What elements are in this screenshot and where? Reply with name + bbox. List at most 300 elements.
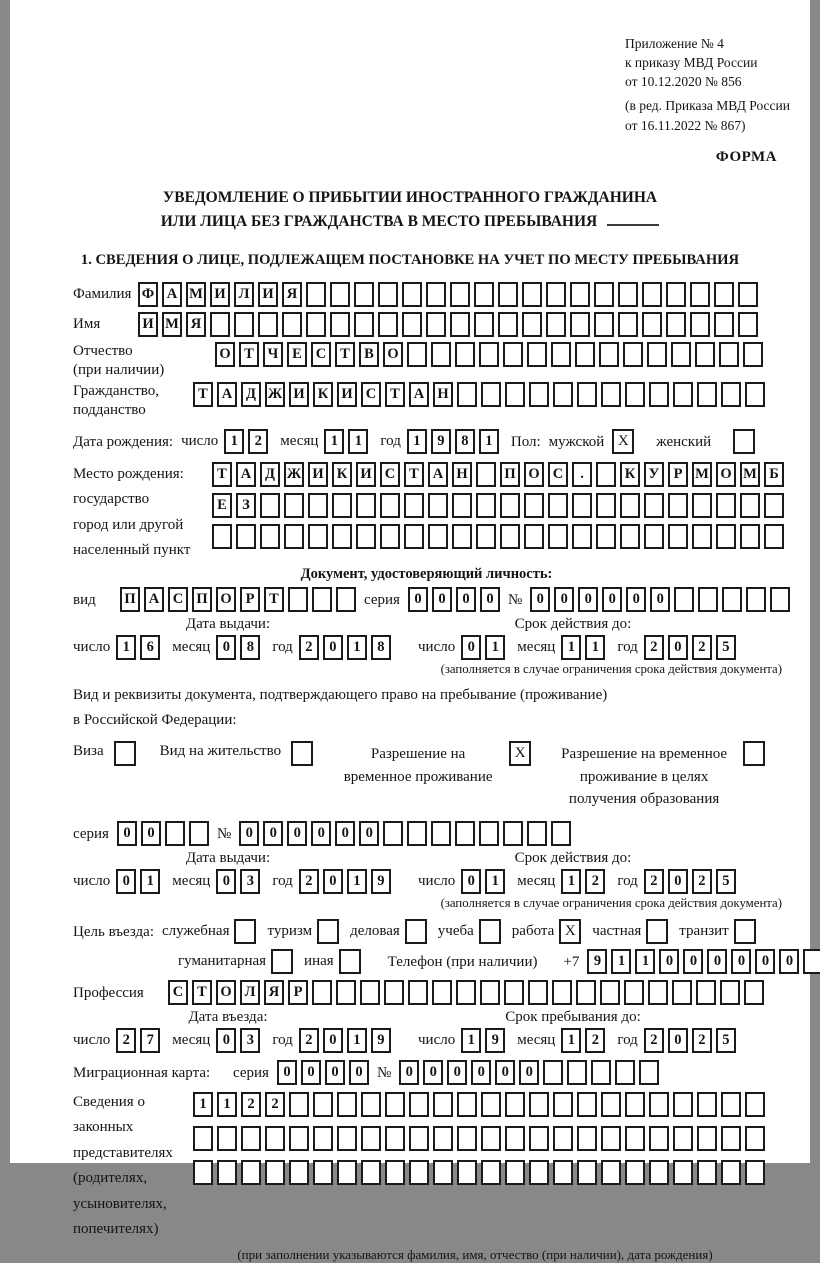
char-cell[interactable]: М [740,462,760,487]
char-cell[interactable] [553,1092,573,1117]
char-cell[interactable] [503,342,523,367]
option-checkbox[interactable] [405,919,427,944]
char-cell[interactable]: 0 [480,587,500,612]
char-cell[interactable] [697,1092,717,1117]
char-cell[interactable] [695,342,715,367]
char-cell[interactable] [426,282,446,307]
char-cell[interactable] [457,1160,477,1185]
char-cell[interactable]: О [216,587,236,612]
char-cell[interactable] [649,1160,669,1185]
char-cell[interactable] [433,1160,453,1185]
char-cell[interactable] [740,493,760,518]
option-checkbox[interactable] [479,919,501,944]
char-cell[interactable]: Д [241,382,261,407]
char-cell[interactable] [306,312,326,337]
char-cell[interactable]: 1 [347,869,367,894]
char-cell[interactable] [696,980,716,1005]
char-cell[interactable] [553,1126,573,1151]
char-cell[interactable]: 1 [485,869,505,894]
char-cell[interactable]: И [210,282,230,307]
char-cell[interactable]: Т [404,462,424,487]
char-cell[interactable] [479,821,499,846]
char-cell[interactable] [361,1160,381,1185]
char-cell[interactable]: Т [212,462,232,487]
char-cell[interactable]: К [620,462,640,487]
char-cell[interactable] [572,524,592,549]
char-cell[interactable] [529,1160,549,1185]
char-cell[interactable] [745,1092,765,1117]
char-cell[interactable] [450,282,470,307]
char-cell[interactable]: 1 [347,635,367,660]
char-cell[interactable]: 2 [299,1028,319,1053]
char-cell[interactable]: 5 [716,869,736,894]
char-cell[interactable] [673,1092,693,1117]
char-cell[interactable]: 2 [692,635,712,660]
char-cell[interactable] [594,282,614,307]
char-cell[interactable] [474,282,494,307]
option-checkbox[interactable] [271,949,293,974]
char-cell[interactable] [618,312,638,337]
char-cell[interactable]: 2 [692,869,712,894]
char-cell[interactable] [308,524,328,549]
char-cell[interactable] [452,524,472,549]
char-cell[interactable] [500,524,520,549]
char-cell[interactable]: 0 [578,587,598,612]
char-cell[interactable] [504,980,524,1005]
char-cell[interactable]: А [162,282,182,307]
char-cell[interactable]: А [428,462,448,487]
char-cell[interactable] [193,1160,213,1185]
char-cell[interactable] [474,312,494,337]
char-cell[interactable]: 1 [485,635,505,660]
char-cell[interactable]: И [138,312,158,337]
char-cell[interactable]: Н [433,382,453,407]
char-cell[interactable]: 9 [587,949,607,974]
char-cell[interactable]: Т [264,587,284,612]
char-cell[interactable] [577,1092,597,1117]
char-cell[interactable]: 8 [240,635,260,660]
char-cell[interactable] [716,493,736,518]
char-cell[interactable]: 9 [431,429,451,454]
char-cell[interactable]: 1 [324,429,344,454]
char-cell[interactable]: Е [287,342,307,367]
char-cell[interactable] [457,382,477,407]
char-cell[interactable]: 0 [755,949,775,974]
char-cell[interactable] [745,1126,765,1151]
char-cell[interactable]: 2 [265,1092,285,1117]
char-cell[interactable] [740,524,760,549]
char-cell[interactable] [332,524,352,549]
char-cell[interactable] [697,382,717,407]
char-cell[interactable]: Н [452,462,472,487]
char-cell[interactable] [599,342,619,367]
char-cell[interactable] [529,1126,549,1151]
char-cell[interactable] [552,980,572,1005]
char-cell[interactable]: С [168,980,188,1005]
char-cell[interactable] [673,1126,693,1151]
char-cell[interactable]: О [716,462,736,487]
char-cell[interactable]: 0 [323,869,343,894]
char-cell[interactable] [282,312,302,337]
char-cell[interactable] [476,524,496,549]
char-cell[interactable] [306,282,326,307]
char-cell[interactable] [644,524,664,549]
char-cell[interactable]: 0 [399,1060,419,1085]
char-cell[interactable]: П [120,587,140,612]
option-checkbox[interactable] [734,919,756,944]
char-cell[interactable] [498,282,518,307]
char-cell[interactable] [524,493,544,518]
char-cell[interactable]: 0 [626,587,646,612]
char-cell[interactable] [189,821,209,846]
char-cell[interactable]: П [500,462,520,487]
char-cell[interactable] [505,1126,525,1151]
char-cell[interactable] [385,1160,405,1185]
char-cell[interactable]: 0 [141,821,161,846]
char-cell[interactable] [690,282,710,307]
char-cell[interactable] [548,524,568,549]
char-cell[interactable]: О [383,342,403,367]
char-cell[interactable] [596,493,616,518]
char-cell[interactable]: 1 [461,1028,481,1053]
char-cell[interactable]: 0 [779,949,799,974]
char-cell[interactable] [671,342,691,367]
visa-checkbox[interactable] [114,741,136,766]
char-cell[interactable]: Л [234,282,254,307]
char-cell[interactable]: К [332,462,352,487]
char-cell[interactable] [722,587,742,612]
char-cell[interactable] [313,1126,333,1151]
char-cell[interactable] [601,1126,621,1151]
char-cell[interactable] [528,980,548,1005]
char-cell[interactable] [210,312,230,337]
char-cell[interactable] [378,282,398,307]
char-cell[interactable] [770,587,790,612]
char-cell[interactable] [433,1126,453,1151]
char-cell[interactable] [236,524,256,549]
char-cell[interactable] [719,342,739,367]
char-cell[interactable]: 0 [461,869,481,894]
char-cell[interactable]: 0 [335,821,355,846]
char-cell[interactable]: С [311,342,331,367]
char-cell[interactable]: 0 [216,635,236,660]
char-cell[interactable] [356,493,376,518]
char-cell[interactable] [529,382,549,407]
char-cell[interactable] [721,1126,741,1151]
char-cell[interactable]: 1 [479,429,499,454]
char-cell[interactable] [258,312,278,337]
char-cell[interactable]: Т [239,342,259,367]
option-checkbox[interactable] [234,919,256,944]
char-cell[interactable] [697,1126,717,1151]
char-cell[interactable] [620,493,640,518]
char-cell[interactable]: 0 [216,869,236,894]
char-cell[interactable] [601,382,621,407]
char-cell[interactable] [360,980,380,1005]
char-cell[interactable]: И [308,462,328,487]
char-cell[interactable] [577,1126,597,1151]
char-cell[interactable] [289,1160,309,1185]
char-cell[interactable]: 2 [241,1092,261,1117]
char-cell[interactable] [336,980,356,1005]
char-cell[interactable] [456,980,476,1005]
char-cell[interactable]: 0 [659,949,679,974]
char-cell[interactable] [698,587,718,612]
char-cell[interactable] [337,1092,357,1117]
char-cell[interactable]: В [359,342,379,367]
char-cell[interactable]: К [313,382,333,407]
char-cell[interactable]: 2 [585,1028,605,1053]
char-cell[interactable] [692,493,712,518]
char-cell[interactable]: 0 [650,587,670,612]
char-cell[interactable]: Я [282,282,302,307]
char-cell[interactable] [527,342,547,367]
char-cell[interactable] [313,1092,333,1117]
char-cell[interactable]: 6 [140,635,160,660]
char-cell[interactable]: 0 [554,587,574,612]
char-cell[interactable] [720,980,740,1005]
char-cell[interactable]: М [692,462,712,487]
char-cell[interactable]: 0 [116,869,136,894]
temp-residence-education-checkbox[interactable] [743,741,765,766]
char-cell[interactable] [745,382,765,407]
char-cell[interactable] [746,587,766,612]
char-cell[interactable] [330,282,350,307]
char-cell[interactable] [503,821,523,846]
char-cell[interactable]: 1 [561,635,581,660]
char-cell[interactable]: 1 [217,1092,237,1117]
char-cell[interactable]: А [409,382,429,407]
char-cell[interactable]: О [216,980,236,1005]
char-cell[interactable] [674,587,694,612]
char-cell[interactable] [620,524,640,549]
char-cell[interactable]: 2 [585,869,605,894]
char-cell[interactable] [431,342,451,367]
option-checkbox[interactable] [317,919,339,944]
char-cell[interactable] [337,1160,357,1185]
char-cell[interactable] [479,342,499,367]
char-cell[interactable]: 0 [432,587,452,612]
char-cell[interactable]: 0 [668,869,688,894]
char-cell[interactable]: Р [288,980,308,1005]
char-cell[interactable] [575,342,595,367]
char-cell[interactable] [522,312,542,337]
char-cell[interactable]: 2 [299,869,319,894]
char-cell[interactable]: 0 [277,1060,297,1085]
char-cell[interactable]: Б [764,462,784,487]
char-cell[interactable] [380,493,400,518]
char-cell[interactable]: 3 [240,869,260,894]
char-cell[interactable] [284,524,304,549]
char-cell[interactable] [265,1126,285,1151]
char-cell[interactable] [455,342,475,367]
char-cell[interactable] [481,382,501,407]
char-cell[interactable] [455,821,475,846]
char-cell[interactable] [744,980,764,1005]
char-cell[interactable] [567,1060,587,1085]
char-cell[interactable] [649,1126,669,1151]
char-cell[interactable] [361,1092,381,1117]
char-cell[interactable] [601,1160,621,1185]
char-cell[interactable]: 0 [668,1028,688,1053]
char-cell[interactable] [625,1160,645,1185]
char-cell[interactable]: 0 [325,1060,345,1085]
char-cell[interactable] [551,821,571,846]
char-cell[interactable] [457,1126,477,1151]
char-cell[interactable]: 0 [731,949,751,974]
char-cell[interactable]: 0 [117,821,137,846]
char-cell[interactable]: 0 [323,635,343,660]
char-cell[interactable] [648,980,668,1005]
char-cell[interactable] [212,524,232,549]
char-cell[interactable] [476,493,496,518]
char-cell[interactable]: 1 [407,429,427,454]
char-cell[interactable] [625,1126,645,1151]
char-cell[interactable]: Ж [284,462,304,487]
char-cell[interactable] [591,1060,611,1085]
char-cell[interactable]: М [186,282,206,307]
char-cell[interactable] [385,1126,405,1151]
char-cell[interactable] [553,1160,573,1185]
char-cell[interactable] [803,949,820,974]
char-cell[interactable] [260,493,280,518]
char-cell[interactable] [649,382,669,407]
sex-female-checkbox[interactable] [733,429,755,454]
char-cell[interactable] [241,1126,261,1151]
char-cell[interactable]: С [361,382,381,407]
char-cell[interactable] [639,1060,659,1085]
char-cell[interactable]: И [258,282,278,307]
char-cell[interactable] [738,312,758,337]
char-cell[interactable]: 2 [116,1028,136,1053]
char-cell[interactable] [596,462,616,487]
char-cell[interactable] [356,524,376,549]
char-cell[interactable] [337,1126,357,1151]
char-cell[interactable]: 0 [683,949,703,974]
char-cell[interactable] [354,282,374,307]
char-cell[interactable] [378,312,398,337]
char-cell[interactable] [312,587,332,612]
char-cell[interactable]: 2 [692,1028,712,1053]
char-cell[interactable]: 2 [644,869,664,894]
char-cell[interactable] [577,382,597,407]
char-cell[interactable] [404,524,424,549]
char-cell[interactable] [594,312,614,337]
char-cell[interactable] [548,493,568,518]
char-cell[interactable] [308,493,328,518]
char-cell[interactable] [505,382,525,407]
char-cell[interactable]: Т [192,980,212,1005]
char-cell[interactable]: Д [260,462,280,487]
char-cell[interactable]: 0 [495,1060,515,1085]
char-cell[interactable] [380,524,400,549]
char-cell[interactable] [481,1160,501,1185]
char-cell[interactable]: Я [264,980,284,1005]
char-cell[interactable] [600,980,620,1005]
char-cell[interactable] [385,1092,405,1117]
char-cell[interactable] [193,1126,213,1151]
char-cell[interactable] [642,282,662,307]
char-cell[interactable]: Т [385,382,405,407]
char-cell[interactable] [692,524,712,549]
char-cell[interactable] [217,1160,237,1185]
char-cell[interactable]: 1 [561,1028,581,1053]
char-cell[interactable]: 5 [716,635,736,660]
char-cell[interactable] [234,312,254,337]
char-cell[interactable] [721,1092,741,1117]
char-cell[interactable] [543,1060,563,1085]
char-cell[interactable] [570,312,590,337]
char-cell[interactable] [576,980,596,1005]
char-cell[interactable] [553,382,573,407]
char-cell[interactable] [673,1160,693,1185]
char-cell[interactable] [330,312,350,337]
char-cell[interactable] [165,821,185,846]
char-cell[interactable]: 0 [707,949,727,974]
char-cell[interactable]: 9 [371,869,391,894]
char-cell[interactable]: 1 [193,1092,213,1117]
char-cell[interactable] [666,282,686,307]
char-cell[interactable] [596,524,616,549]
residence-permit-checkbox[interactable] [291,741,313,766]
char-cell[interactable]: 1 [348,429,368,454]
char-cell[interactable]: И [337,382,357,407]
char-cell[interactable]: А [217,382,237,407]
char-cell[interactable]: 0 [311,821,331,846]
char-cell[interactable] [714,282,734,307]
char-cell[interactable] [570,282,590,307]
char-cell[interactable]: 0 [447,1060,467,1085]
char-cell[interactable] [383,821,403,846]
char-cell[interactable]: 2 [299,635,319,660]
char-cell[interactable] [450,312,470,337]
char-cell[interactable] [288,587,308,612]
char-cell[interactable] [428,493,448,518]
char-cell[interactable] [546,312,566,337]
char-cell[interactable]: Ф [138,282,158,307]
char-cell[interactable] [408,980,428,1005]
char-cell[interactable] [551,342,571,367]
char-cell[interactable]: 1 [611,949,631,974]
char-cell[interactable] [529,1092,549,1117]
char-cell[interactable] [577,1160,597,1185]
char-cell[interactable]: Ж [265,382,285,407]
char-cell[interactable] [738,282,758,307]
char-cell[interactable] [618,282,638,307]
char-cell[interactable] [241,1160,261,1185]
char-cell[interactable]: У [644,462,664,487]
char-cell[interactable]: 7 [140,1028,160,1053]
char-cell[interactable] [524,524,544,549]
char-cell[interactable]: 8 [455,429,475,454]
char-cell[interactable] [668,493,688,518]
char-cell[interactable] [505,1160,525,1185]
char-cell[interactable] [745,1160,765,1185]
char-cell[interactable]: И [289,382,309,407]
char-cell[interactable]: 0 [349,1060,369,1085]
char-cell[interactable] [500,493,520,518]
char-cell[interactable] [498,312,518,337]
char-cell[interactable] [615,1060,635,1085]
char-cell[interactable] [644,493,664,518]
char-cell[interactable]: Р [240,587,260,612]
char-cell[interactable]: 3 [240,1028,260,1053]
char-cell[interactable]: 0 [456,587,476,612]
option-checkbox[interactable] [339,949,361,974]
char-cell[interactable]: П [192,587,212,612]
char-cell[interactable]: 0 [239,821,259,846]
char-cell[interactable] [601,1092,621,1117]
